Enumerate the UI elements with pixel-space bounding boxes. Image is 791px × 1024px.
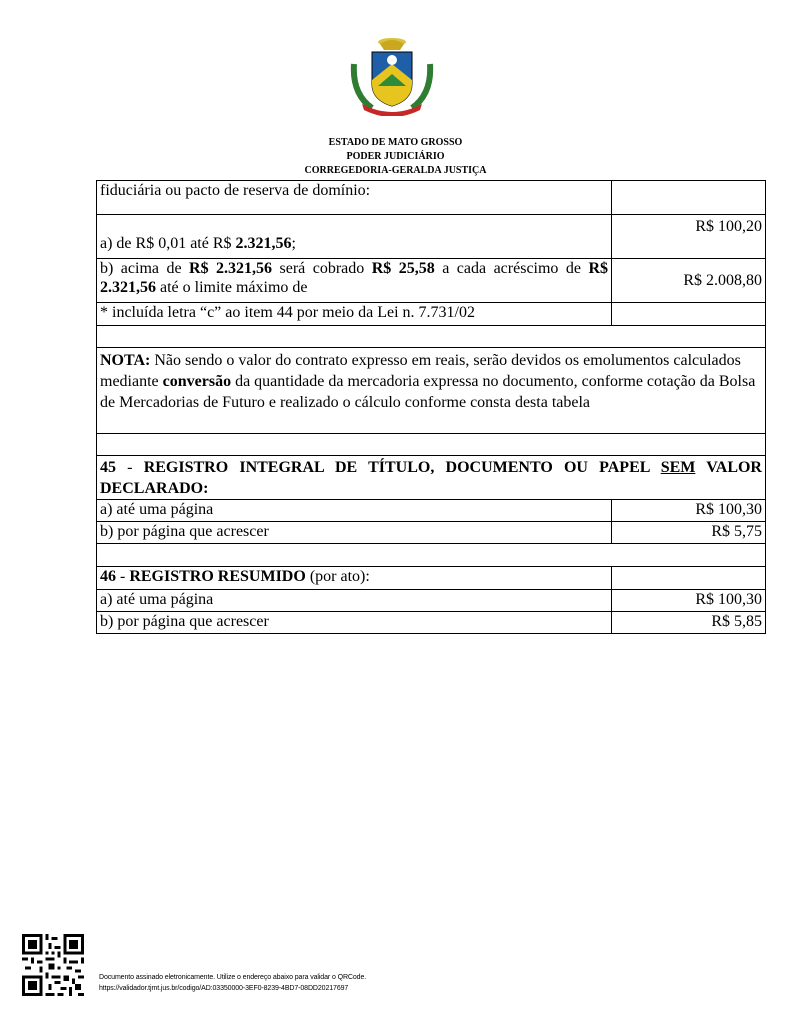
row-fiduciaria-value (612, 181, 766, 215)
row-a-value: R$ 100,20 (612, 215, 766, 259)
table-row (97, 567, 766, 590)
table-row (97, 348, 766, 434)
row-a-label: a) de R$ 0,01 até R$ 2.321,56; (97, 215, 612, 259)
item-46-b-label: b) por página que acrescer (97, 612, 612, 634)
item-45-a-value: R$ 100,30 (612, 500, 766, 522)
table-row (97, 259, 766, 303)
header-state: ESTADO DE MATO GROSSO (328, 137, 463, 148)
table-row (97, 612, 766, 634)
item-45-b-label: b) por página que acrescer (97, 522, 612, 544)
row-b-value: R$ 2.008,80 (612, 259, 766, 303)
table-row (97, 590, 766, 612)
header-corregedoria: CORREGEDORIA-GERALDA JUSTIÇA (304, 165, 487, 176)
signature-notice-line: Documento assinado eletronicamente. Utilize o endereço abaixo para validar o QRCode. (99, 974, 367, 981)
nota-paragraph: NOTA: Não sendo o valor do contrato expresso em reais, serão devidos os emolumentos calculados mediante conversão da quantidade da mercadoria expressa no documento, conforme cotação da Bolsa de Mercadorias de Futuro e realizado o cálculo conforme consta desta tabela (97, 348, 766, 434)
qrcode-icon (22, 934, 84, 996)
item-45-b-value: R$ 5,75 (612, 522, 766, 544)
row-b-label: b) acima de R$ 2.321,56 será cobrado R$ 25,58 a cada acréscimo de R$ 2.321,56 até o limite máximo de (97, 259, 612, 303)
coat-of-arms-logo (350, 34, 434, 116)
row-fiduciaria-label: fiduciária ou pacto de reserva de domínio: (97, 181, 612, 215)
item-46-b-value: R$ 5,85 (612, 612, 766, 634)
item-46-a-value: R$ 100,30 (612, 590, 766, 612)
table-row (97, 303, 766, 326)
row-note-letra-c: * incluída letra “c” ao item 44 por meio da Lei n. 7.731/02 (97, 303, 612, 326)
fee-table (96, 180, 766, 634)
header-judiciary: PODER JUDICIÁRIO (346, 151, 445, 162)
table-row (97, 181, 766, 215)
signature-notice (99, 972, 366, 994)
table-row (97, 522, 766, 544)
table-row (97, 456, 766, 500)
spacer-row (97, 544, 766, 567)
item-45-heading: 45 - REGISTRO INTEGRAL DE TÍTULO, DOCUMENTO OU PAPEL SEM VALOR DECLARADO: (97, 456, 766, 500)
spacer-row (97, 326, 766, 348)
item-45-a-label: a) até uma página (97, 500, 612, 522)
validation-url[interactable]: https://validador.tjmt.jus.br/codigo/AD:03350000-3EF0-8239-4BD7-08DD20217697 (99, 985, 349, 992)
spacer-row (97, 434, 766, 456)
item-46-heading: 46 - REGISTRO RESUMIDO (por ato): (97, 567, 612, 590)
table-row (97, 215, 766, 259)
item-46-a-label: a) até uma página (97, 590, 612, 612)
table-row (97, 500, 766, 522)
